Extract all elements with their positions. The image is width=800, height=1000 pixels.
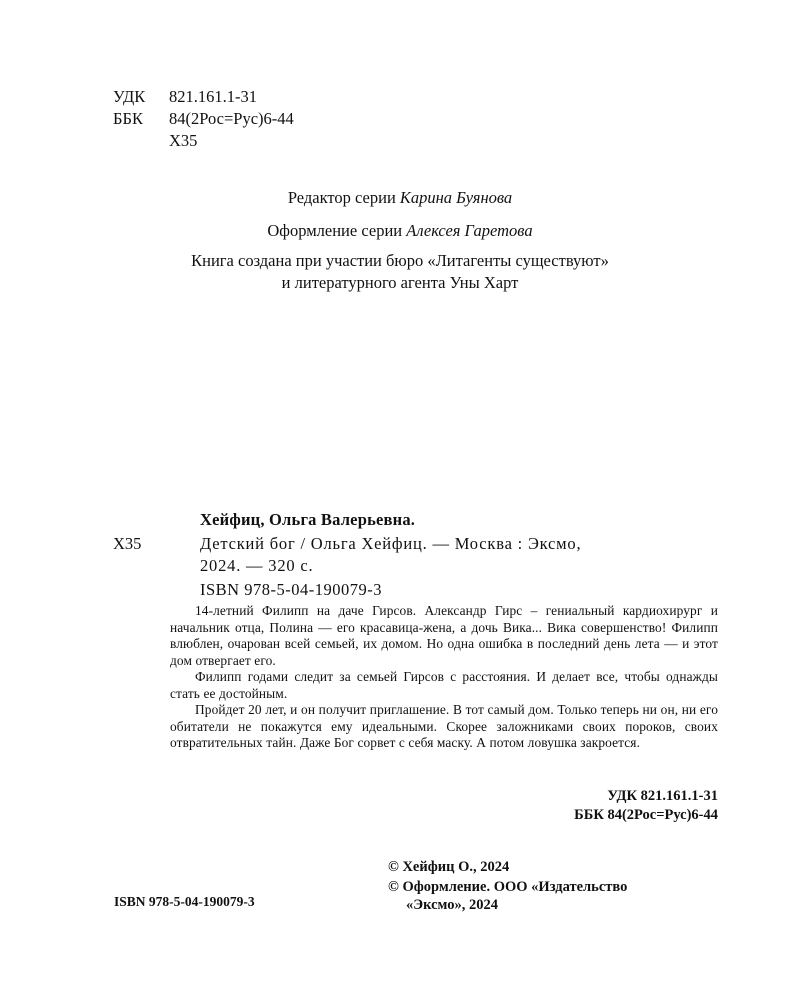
bbk-label: ББК (113, 109, 143, 128)
copyright-design-line-1: © Оформление. ООО «Издательство (388, 879, 628, 895)
series-design-prefix: Оформление серии (267, 221, 403, 240)
udk-value: 821.161.1-31 (169, 87, 257, 106)
annotation (170, 603, 718, 752)
annotation-paragraph: 14-летний Филипп на даче Гирсов. Александр Гирс – гениальный кардиохирург и начальник отца, Полина — его красавица-жена, а дочь Вика... Вика совершенство! Филипп влюблен, очарован всей семьей, их домом. Но одна ошибка в последний день лета — и этот дом отвергает его. (170, 603, 718, 668)
udk-label: УДК (113, 87, 146, 106)
bureau-line-1: Книга создана при участии бюро «Литагенты существуют» (191, 251, 609, 270)
copyright-design-line-2: «Эксмо», 2024 (406, 897, 498, 913)
author-mark: Х35 (169, 131, 198, 150)
series-editor-line (0, 188, 800, 208)
annotation-paragraph: Филипп годами следит за семьей Гирсов с расстояния. И делает все, чтобы однажды стать ее достойным. (170, 669, 718, 701)
series-design-name: Алексея Гаретова (406, 221, 533, 240)
catalog-author: Хейфиц, Ольга Валерьевна. (200, 510, 416, 529)
catalog-mark: Х35 (113, 534, 142, 553)
classification-codes (113, 86, 294, 152)
bbk-bottom: ББК 84(2Рос=Рус)6-44 (574, 807, 718, 823)
catalog-title-line-1: Детский бог / Ольга Хейфиц. — Москва : Эксмо, (200, 534, 582, 553)
annotation-paragraph: Пройдет 20 лет, и он получит приглашение. В тот самый дом. Только теперь ни он, ни его обитатели не покажутся ему идеальными. Скорее заложниками своих пороков, своих отвратительных тайн. Даже Бог сорвет с себя маску. А потом ловушка закроется. (170, 702, 718, 750)
series-editor-prefix: Редактор серии (287, 188, 396, 207)
series-design-line (0, 221, 800, 241)
catalog-title-line-2: 2024. — 320 с. (200, 556, 314, 575)
series-editor-name: Карина Буянова (399, 188, 513, 207)
catalog-isbn: ISBN 978-5-04-190079-3 (200, 580, 382, 599)
bbk-value: 84(2Рос=Рус)6-44 (169, 109, 294, 128)
udk-bottom: УДК 821.161.1-31 (607, 788, 718, 804)
isbn-bottom: ISBN 978-5-04-190079-3 (114, 894, 255, 909)
bureau-line-2: и литературного агента Уны Харт (281, 273, 519, 292)
copyright-author: © Хейфиц О., 2024 (388, 859, 510, 875)
